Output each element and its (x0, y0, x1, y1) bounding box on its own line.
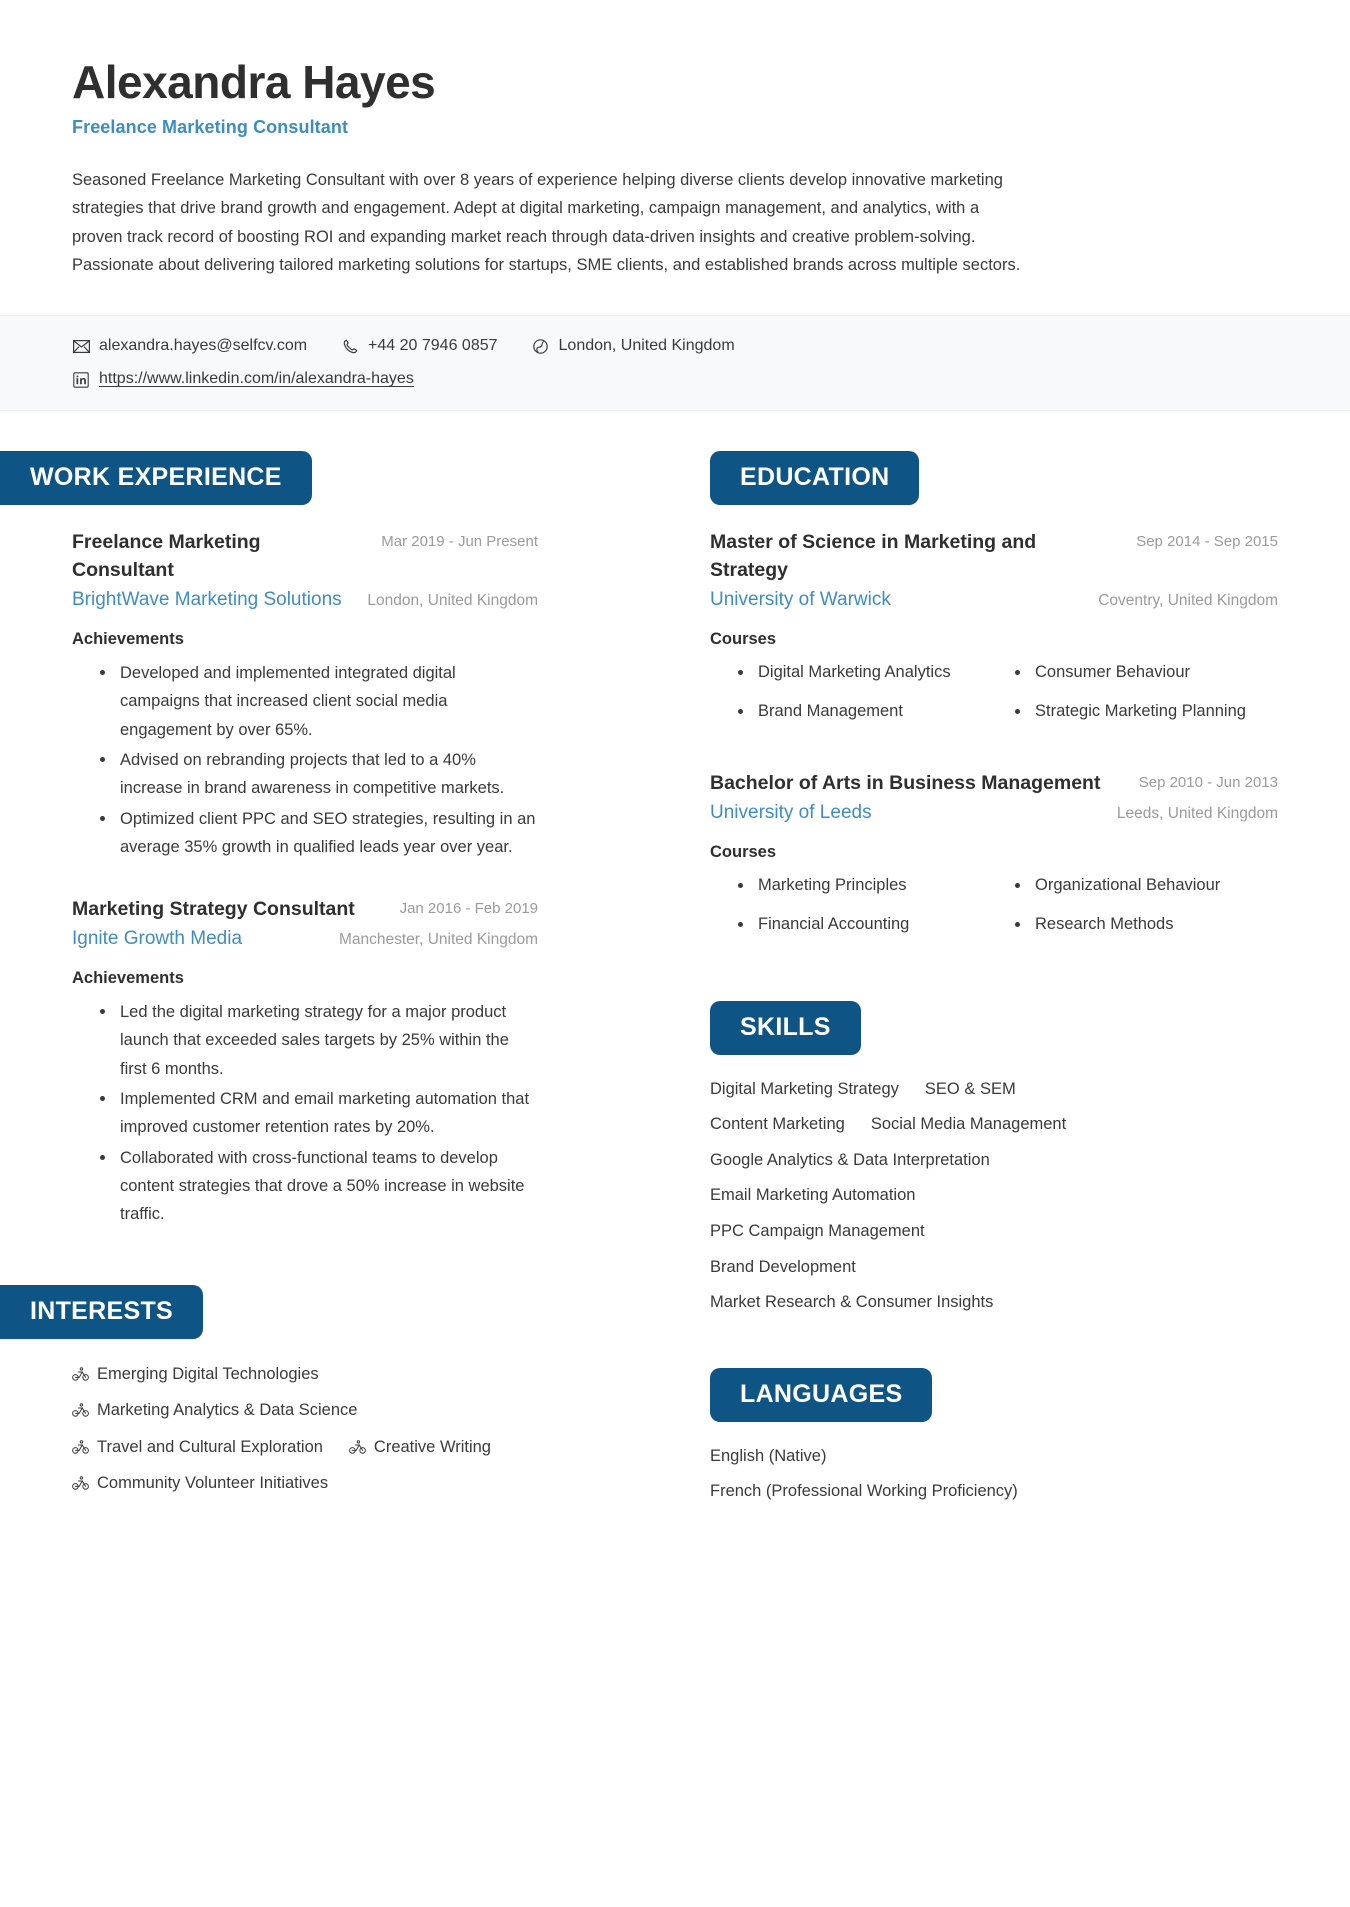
contact-location (532, 336, 735, 357)
work-entry-company: Ignite Growth Media (72, 928, 243, 950)
section-skills (638, 1001, 1350, 1316)
education-entries (638, 529, 1350, 949)
contact-email[interactable] (72, 336, 307, 357)
education-entry-head (710, 770, 1278, 798)
skills-body (638, 1077, 1350, 1316)
work-entry-date: Mar 2019 - Jun Present (381, 532, 538, 550)
bicycle-icon (72, 1403, 89, 1417)
work-experience-entries (0, 529, 638, 1229)
location-pin-icon (532, 338, 550, 356)
work-entry (72, 896, 538, 1229)
skill-item: Market Research & Consumer Insights (710, 1293, 994, 1312)
course-item: Brand Management (736, 698, 1001, 725)
languages-body (638, 1444, 1350, 1505)
education-entry-school: University of Warwick (710, 589, 891, 611)
course-item: Consumer Behaviour (1013, 659, 1278, 686)
language-item: English (Native) (710, 1446, 827, 1465)
skill-item: SEO & SEM (924, 1079, 1016, 1098)
linkedin-icon (72, 371, 90, 389)
interest-label: Emerging Digital Technologies (97, 1364, 319, 1383)
interests-list (72, 1361, 538, 1497)
course-item: Financial Accounting (736, 911, 1001, 938)
list-item: Implemented CRM and email marketing automation that improved customer retention rates by 20%. (98, 1085, 538, 1142)
skill-item: Email Marketing Automation (710, 1186, 916, 1205)
course-item: Research Methods (1013, 911, 1278, 938)
contact-linkedin[interactable] (72, 369, 414, 390)
education-entry-date: Sep 2014 - Sep 2015 (1136, 532, 1278, 550)
list-item: Optimized client PPC and SEO strategies, resulting in an average 35% growth in qualified leads year over year. (98, 805, 538, 862)
contact-email-text: alexandra.hayes@selfcv.com (99, 337, 308, 355)
interest-label: Marketing Analytics & Data Science (97, 1401, 358, 1420)
professional-summary: Seasoned Freelance Marketing Consultant with over 8 years of experience helping diverse clients develop innovative marketing strategies that drive brand growth and engagement. Adept at digital marketing, campaign management, and analytics, with a proven track record of boosting ROI and expanding market reach through data-driven insights and creative problem-solving. Passionate about delivering tailored marketing solutions for startups, SME clients, and established brands across multiple sectors. (72, 170, 1021, 275)
education-entry-sublabel: Courses (710, 629, 777, 648)
work-entry (72, 529, 538, 862)
interest-item (349, 1434, 491, 1460)
list-item: Developed and implemented integrated digital campaigns that increased client social media engagement by over 65%. (98, 659, 538, 744)
skill-item: Content Marketing (710, 1115, 845, 1134)
education-courses-grid (710, 659, 1278, 736)
resume-header (0, 0, 1350, 279)
education-entry-degree: Master of Science in Marketing and Strategy (710, 530, 1037, 581)
course-item: Strategic Marketing Planning (1013, 698, 1278, 725)
interest-item (72, 1397, 538, 1423)
education-entry-sublabel: Courses (710, 842, 777, 861)
interest-label: Travel and Cultural Exploration (97, 1437, 323, 1456)
section-header-work-experience: WORK EXPERIENCE (0, 451, 312, 505)
work-entry-sublabel: Achievements (72, 629, 184, 648)
work-entry-location: London, United Kingdom (367, 592, 538, 610)
interest-item (72, 1361, 319, 1387)
skills-badge-wrap (638, 1001, 1350, 1055)
work-entry-head (72, 896, 538, 924)
contact-linkedin-text[interactable]: https://www.linkedin.com/in/alexandra-hayes (99, 370, 414, 388)
list-item: Advised on rebranding projects that led to a 40% increase in brand awareness in competitive markets. (98, 746, 538, 803)
section-header-skills: SKILLS (710, 1001, 861, 1055)
education-entry-sub (710, 587, 1278, 614)
skill-item: Brand Development (710, 1257, 856, 1276)
section-languages (638, 1368, 1350, 1505)
work-entry-date: Jan 2016 - Feb 2019 (399, 899, 538, 917)
work-entry-bullets (72, 998, 538, 1229)
bicycle-icon (72, 1367, 89, 1381)
section-header-interests: INTERESTS (0, 1285, 203, 1339)
language-item: French (Professional Working Proficiency) (710, 1482, 1018, 1501)
course-item: Organizational Behaviour (1013, 872, 1278, 899)
work-entry-title: Freelance Marketing Consultant (72, 530, 261, 581)
page-title: Alexandra Hayes (72, 56, 436, 108)
interest-label: Community Volunteer Initiatives (97, 1474, 329, 1493)
envelope-icon (72, 338, 90, 356)
education-entry (710, 770, 1278, 949)
contact-location-text: London, United Kingdom (558, 337, 735, 355)
section-header-education: EDUCATION (710, 451, 919, 505)
work-entry-sublabel: Achievements (72, 968, 184, 987)
bicycle-icon (72, 1440, 89, 1454)
list-item: Collaborated with cross-functional teams to develop content strategies that drove a 50% increase in website traffic. (98, 1144, 538, 1229)
education-entry-school: University of Leeds (710, 802, 872, 824)
education-entry-date: Sep 2010 - Jun 2013 (1138, 773, 1278, 791)
education-courses-grid (710, 872, 1278, 949)
interest-item (72, 1434, 323, 1460)
languages-badge-wrap (638, 1368, 1350, 1422)
contact-bar (0, 315, 1350, 411)
header-job-title: Freelance Marketing Consultant (72, 116, 349, 137)
work-entry-location: Manchester, United Kingdom (338, 931, 538, 949)
skill-item: Google Analytics & Data Interpretation (710, 1150, 990, 1169)
list-item: Led the digital marketing strategy for a major product launch that exceeded sales targets by 25% within the first 6 months. (98, 998, 538, 1083)
contact-row-primary (72, 336, 1278, 357)
work-entry-sub (72, 926, 538, 953)
course-item: Digital Marketing Analytics (736, 659, 1001, 686)
bicycle-icon (72, 1476, 89, 1490)
education-entry (710, 529, 1278, 736)
interest-label: Creative Writing (373, 1437, 491, 1456)
skill-item: PPC Campaign Management (710, 1221, 925, 1240)
education-badge-wrap (638, 451, 1350, 505)
work-experience-badge-wrap (0, 451, 638, 505)
interests-body (0, 1361, 638, 1497)
interest-item (72, 1470, 538, 1496)
languages-list (710, 1444, 1278, 1505)
education-entry-head (710, 529, 1278, 584)
work-entry-sub (72, 587, 538, 614)
left-column (0, 451, 638, 1496)
contact-row-secondary (72, 369, 1278, 390)
section-education (638, 451, 1350, 949)
work-entry-head (72, 529, 538, 584)
education-entry-location: Leeds, United Kingdom (1116, 805, 1278, 823)
bicycle-icon (349, 1440, 366, 1454)
work-entry-title: Marketing Strategy Consultant (72, 897, 355, 920)
work-entry-company: BrightWave Marketing Solutions (72, 589, 342, 611)
course-item: Marketing Principles (736, 872, 1001, 899)
education-entry-degree: Bachelor of Arts in Business Management (710, 771, 1101, 794)
phone-icon (341, 338, 359, 356)
interests-badge-wrap (0, 1285, 638, 1339)
section-interests (0, 1285, 638, 1497)
skill-item: Social Media Management (870, 1115, 1067, 1134)
skill-item: Digital Marketing Strategy (710, 1079, 899, 1098)
section-work-experience (0, 451, 638, 1229)
section-header-languages: LANGUAGES (710, 1368, 932, 1422)
work-entry-bullets (72, 659, 538, 862)
education-entry-location: Coventry, United Kingdom (1098, 592, 1278, 610)
contact-phone-text: +44 20 7946 0857 (368, 337, 498, 355)
skills-list (710, 1077, 1170, 1316)
right-column (638, 451, 1350, 1515)
education-entry-sub (710, 800, 1278, 827)
resume-body (0, 451, 1350, 1515)
contact-phone[interactable] (341, 336, 497, 357)
